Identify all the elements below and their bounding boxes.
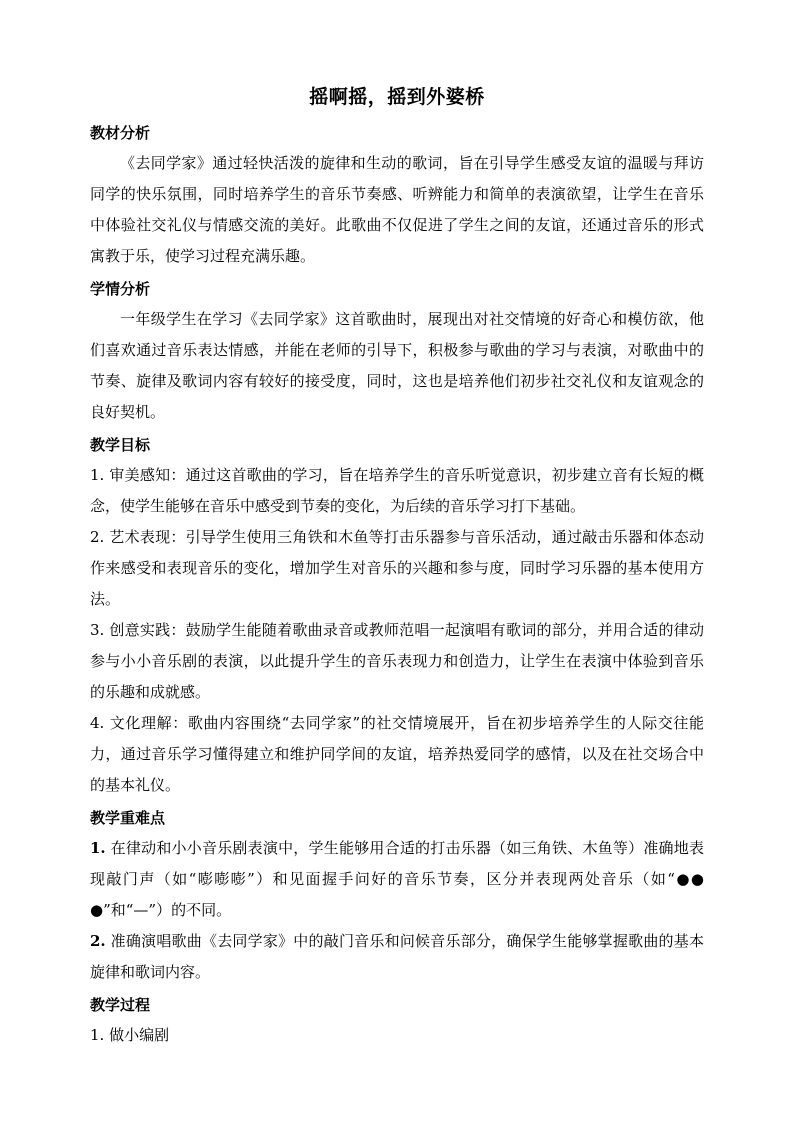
goal-item	[90, 460, 704, 522]
goal-number: 1.	[90, 466, 105, 484]
goal-text: 艺术表现：引导学生使用三角铁和木鱼等打击乐器参与音乐活动，通过敲击乐器和体态动作来感受和表现音乐的变化，增加学生对音乐的兴趣和参与度，同时学习乐器的基本使用方法。	[90, 528, 704, 608]
goal-item	[90, 522, 704, 615]
analysis-paragraph: 《去同学家》通过轻快活泼的旋律和生动的歌词，旨在引导学生感受友谊的温暖与拜访同学的快乐氛围，同时培养学生的音乐节奏感、听辨能力和简单的表演欲望，让学生在音乐中体验社交礼仪与情感交流的美好。此歌曲不仅促进了学生之间的友谊，还通过音乐的形式寓教于乐，使学习过程充满乐趣。	[90, 154, 704, 265]
section-heading-key-points: 教学重难点	[90, 809, 166, 827]
process-text: 做小编剧	[109, 1026, 170, 1044]
goal-text: 文化理解：歌曲内容围绕“去同学家”的社交情境展开，旨在初步培养学生的人际交往能力，通过音乐学习懂得建立和维护同学间的友谊，培养热爱同学的感情，以及在社交场合中的基本礼仪。	[90, 714, 704, 794]
section-heading-analysis: 教材分析	[90, 124, 151, 142]
section-process	[90, 990, 704, 1051]
document-title: 摇啊摇，摇到外婆桥	[309, 86, 485, 108]
process-item	[90, 1020, 704, 1051]
key-point-text: 在律动和小小音乐剧表演中，学生能够用合适的打击乐器（如三角铁、木鱼等）准确地表现敲门声（如“嘭嘭嘭”）和见面握手问好的音乐节奏，区分并表现两处音乐（如“●●●”和“—”）的不同。	[90, 839, 704, 919]
goal-text: 审美感知：通过这首歌曲的学习，旨在培养学生的音乐听觉意识，初步建立音有长短的概念，使学生能够在音乐中感受到节奏的变化，为后续的音乐学习打下基础。	[90, 466, 704, 515]
key-point-number: 1.	[90, 839, 106, 857]
section-heading-process: 教学过程	[90, 996, 151, 1014]
key-point-number: 2.	[90, 932, 106, 950]
goal-number: 3.	[90, 621, 105, 639]
section-heading-goals: 教学目标	[90, 436, 151, 454]
section-students	[90, 274, 704, 428]
goal-item	[90, 708, 704, 801]
key-point-item	[90, 833, 704, 926]
goal-number: 2.	[90, 528, 105, 546]
key-point-text: 准确演唱歌曲《去同学家》中的敲门音乐和问候音乐部分，确保学生能够掌握歌曲的基本旋律和歌词内容。	[90, 932, 704, 981]
process-number: 1.	[90, 1026, 105, 1044]
key-point-item	[90, 926, 704, 988]
goal-item	[90, 615, 704, 708]
students-paragraph: 一年级学生在学习《去同学家》这首歌曲时，展现出对社交情境的好奇心和模仿欲，他们喜欢通过音乐表达情感，并能在老师的引导下，积极参与歌曲的学习与表演，对歌曲中的节奏、旋律及歌词内容有较好的接受度，同时，这也是培养他们初步社交礼仪和友谊观念的良好契机。	[90, 310, 704, 421]
section-analysis	[90, 118, 704, 272]
section-key-points	[90, 803, 704, 988]
goal-number: 4.	[90, 714, 105, 732]
section-heading-students: 学情分析	[90, 280, 151, 298]
goal-text: 创意实践：鼓励学生能随着歌曲录音或教师范唱一起演唱有歌词的部分，并用合适的律动参与小小音乐剧的表演，以此提升学生的音乐表现力和创造力，让学生在表演中体验到音乐的乐趣和成就感。	[90, 621, 704, 701]
section-goals	[90, 430, 704, 801]
